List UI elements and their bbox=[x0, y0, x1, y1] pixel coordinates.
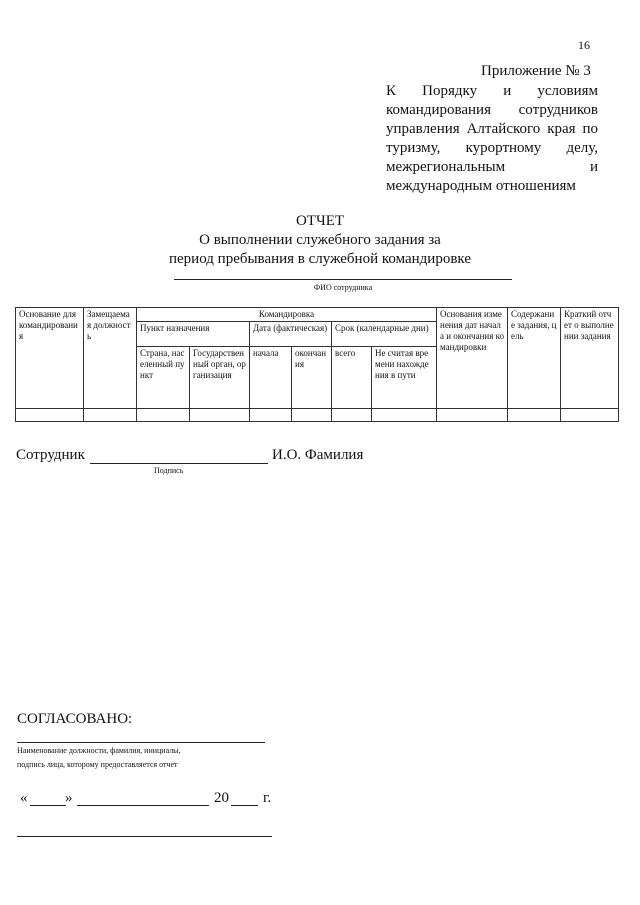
col-content: Содержание задания, цель bbox=[508, 308, 561, 409]
group-trip: Командировка bbox=[137, 308, 437, 322]
approval-caption: подпись лица, которому предоставляется отчет bbox=[17, 760, 178, 769]
sub-total: всего bbox=[332, 347, 372, 409]
approval-title: СОГЛАСОВАНО: bbox=[17, 711, 133, 727]
sub-excluding: Не считая времени нахождения в пути bbox=[372, 347, 437, 409]
table-cell bbox=[137, 409, 190, 422]
date-month-line bbox=[77, 805, 209, 806]
col-summary: Краткий отчет о выполнении задания bbox=[561, 308, 619, 409]
appendix-title: Приложение № 3 bbox=[481, 63, 591, 79]
date-year-line bbox=[231, 805, 258, 806]
table-cell bbox=[292, 409, 332, 422]
date-open-quote: « bbox=[20, 790, 28, 806]
table-cell bbox=[437, 409, 508, 422]
date-year-prefix: 20 bbox=[214, 790, 229, 806]
table-cell bbox=[16, 409, 84, 422]
appendix-line: управления Алтайского края по bbox=[386, 121, 598, 137]
date-day-line bbox=[30, 805, 66, 806]
appendix-line: межрегиональным и bbox=[386, 159, 598, 175]
employee-name: И.О. Фамилия bbox=[272, 447, 364, 463]
report-subtitle: период пребывания в служебной командировке bbox=[169, 251, 471, 267]
group-dates: Дата (фактическая) bbox=[250, 322, 332, 347]
employee-label: Сотрудник bbox=[16, 447, 85, 463]
table-cell bbox=[84, 409, 137, 422]
sub-country: Страна, населенный пункт bbox=[137, 347, 190, 409]
report-table bbox=[15, 307, 619, 422]
date-year-suffix: г. bbox=[263, 790, 272, 806]
col-position: Замещаемая должность bbox=[84, 308, 137, 409]
fio-line bbox=[174, 279, 512, 280]
sub-end: окончания bbox=[292, 347, 332, 409]
table-cell bbox=[508, 409, 561, 422]
bottom-line bbox=[17, 836, 272, 837]
date-close-quote: » bbox=[65, 790, 73, 806]
approval-line bbox=[17, 742, 265, 743]
signature-line bbox=[90, 463, 268, 464]
appendix-line: международным отношениям bbox=[386, 178, 576, 194]
table-row bbox=[16, 409, 619, 422]
group-destination: Пункт назначения bbox=[137, 322, 250, 347]
signature-caption: Подпись bbox=[154, 466, 184, 475]
appendix-line: командирования сотрудников bbox=[386, 102, 598, 118]
sub-org: Государственный орган, организация bbox=[190, 347, 250, 409]
table-cell bbox=[190, 409, 250, 422]
page-number: 16 bbox=[578, 38, 590, 52]
fio-caption: ФИО сотрудника bbox=[313, 283, 373, 292]
report-subtitle: О выполнении служебного задания за bbox=[199, 232, 441, 248]
table-cell bbox=[372, 409, 437, 422]
appendix-line: туризму, курортному делу, bbox=[386, 140, 598, 156]
col-grounds: Основания изменения дат начала и окончания командировки bbox=[437, 308, 508, 409]
group-term: Срок (календарные дни) bbox=[332, 322, 437, 347]
sub-start: начала bbox=[250, 347, 292, 409]
table-cell bbox=[250, 409, 292, 422]
table-cell bbox=[561, 409, 619, 422]
table-cell bbox=[332, 409, 372, 422]
col-basis: Основание для командирования bbox=[16, 308, 84, 409]
approval-caption: Наименование должности, фамилия, инициалы, bbox=[17, 746, 181, 755]
report-title: ОТЧЕТ bbox=[295, 213, 345, 229]
appendix-line: К Порядку и условиям bbox=[386, 83, 598, 99]
